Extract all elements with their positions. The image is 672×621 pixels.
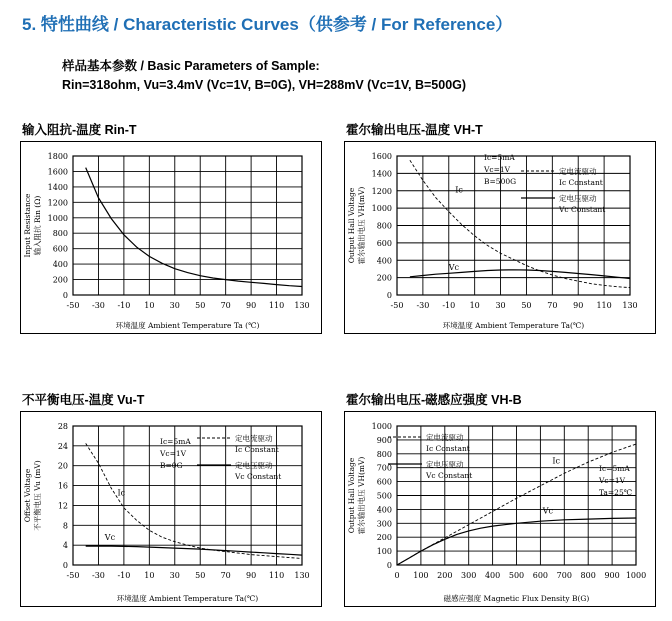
y-tick-label: 1000: [47, 213, 68, 223]
x-tick-label: 110: [596, 301, 612, 310]
x-axis-label: 环境温度 Ambient Temperature Ta(℃): [442, 321, 585, 330]
curve-label-ic: Ic: [455, 185, 463, 195]
chart-title-vh-t: 霍尔输出电压-温度 VH-T: [346, 123, 483, 137]
legend-label-cn: 定电流驱动: [426, 433, 464, 442]
legend-label-cn: 定电流驱动: [235, 434, 273, 443]
x-tick-label: 400: [484, 571, 501, 580]
x-tick-label: -30: [91, 301, 105, 310]
y-tick-label: 800: [376, 221, 392, 231]
x-tick-label: 70: [220, 571, 231, 580]
x-tick-label: 200: [437, 571, 453, 580]
condition-label: Vc=1V: [484, 165, 511, 174]
condition-label: Ic=5mA: [484, 153, 515, 162]
x-tick-label: 90: [246, 301, 257, 310]
condition-label: Vc=1V: [599, 476, 626, 485]
sample-params-values: Rin=318ohm, Vu=3.4mV (Vc=1V, B=0G), VH=288mV (Vc=1V, B=500G): [62, 78, 467, 92]
x-axis-label: 磁感应强度 Magnetic Flux Density B(G): [443, 594, 590, 603]
y-axis-label-en: Offset Voltage: [23, 468, 32, 523]
chart-title-vh-b: 霍尔输出电压-磁感应强度 VH-B: [346, 393, 522, 407]
x-tick-label: -10: [442, 301, 456, 310]
x-tick-label: 800: [580, 571, 596, 580]
y-axis-label-en: Input Resistance: [23, 193, 32, 258]
y-tick-label: 1200: [371, 186, 392, 196]
x-tick-label: 130: [622, 301, 638, 310]
y-axis-label-cn: 霍尔输出电压 VH(mV): [357, 186, 366, 265]
curve-label-ic: Ic: [117, 488, 126, 498]
x-tick-label: 50: [521, 301, 532, 310]
y-tick-label: 20: [57, 461, 68, 471]
y-tick-label: 0: [62, 291, 68, 300]
condition-label: Ta=25℃: [599, 488, 633, 497]
chart-title-rin-t: 输入阻抗-温度 Rin-T: [22, 123, 137, 137]
chart-title-vu-t: 不平衡电压-温度 Vu-T: [22, 393, 145, 407]
legend-label-cn: 定电压驱动: [559, 194, 597, 203]
y-tick-label: 400: [376, 505, 392, 515]
curve-label-vc: Vc: [104, 533, 116, 543]
x-tick-label: 110: [268, 301, 285, 310]
x-tick-label: -30: [91, 571, 105, 580]
x-tick-label: 90: [246, 571, 257, 580]
y-tick-label: 900: [376, 435, 392, 445]
vu-t-chart: [20, 411, 322, 607]
y-tick-label: 24: [57, 441, 68, 451]
x-tick-label: 700: [556, 571, 572, 580]
x-tick-label: 1000: [625, 571, 647, 580]
y-tick-label: 400: [376, 256, 392, 266]
y-tick-label: 1000: [371, 204, 392, 214]
x-tick-label: 10: [144, 301, 155, 310]
legend-label-en: Ic Constant: [235, 445, 279, 454]
y-tick-label: 200: [376, 273, 392, 283]
x-tick-label: 90: [573, 301, 584, 310]
x-tick-label: -30: [416, 301, 430, 310]
y-tick-label: 800: [376, 449, 392, 459]
y-tick-label: 1800: [47, 152, 68, 161]
x-tick-label: -50: [390, 301, 404, 310]
y-tick-label: 1600: [47, 167, 68, 177]
y-tick-label: 800: [52, 229, 68, 239]
y-axis-label-cn: 霍尔输出电压 VH(mV): [357, 456, 366, 535]
y-tick-label: 1400: [47, 182, 68, 192]
x-tick-label: 30: [169, 571, 180, 580]
x-tick-label: 70: [547, 301, 558, 310]
condition-label: B=0G: [160, 461, 183, 470]
y-tick-label: 12: [57, 501, 68, 511]
vh-t-chart: [344, 141, 656, 334]
y-tick-label: 400: [52, 260, 68, 270]
legend-label-en: Vc Constant: [559, 205, 606, 214]
x-tick-label: 130: [294, 571, 310, 580]
y-tick-label: 1000: [371, 422, 392, 431]
y-tick-label: 200: [52, 275, 68, 285]
legend-label-en: Ic Constant: [426, 444, 470, 453]
x-tick-label: 900: [604, 571, 620, 580]
y-tick-label: 28: [57, 422, 68, 431]
y-tick-label: 600: [52, 244, 68, 254]
condition-label: B=500G: [484, 177, 517, 186]
x-tick-label: -10: [117, 301, 131, 310]
x-tick-label: 600: [532, 571, 549, 580]
y-tick-label: 1600: [371, 152, 392, 161]
y-tick-label: 0: [386, 291, 392, 300]
y-axis-label-cn: 输入阻抗 Rin (Ω): [33, 195, 42, 256]
x-tick-label: 30: [169, 301, 180, 310]
x-tick-label: 100: [413, 571, 429, 580]
y-tick-label: 100: [376, 547, 392, 557]
x-tick-label: -50: [66, 301, 80, 310]
y-tick-label: 16: [57, 481, 68, 491]
legend-label-en: Ic Constant: [559, 178, 603, 187]
x-tick-label: 10: [144, 571, 155, 580]
y-tick-label: 1400: [371, 169, 392, 179]
x-tick-label: 500: [508, 571, 525, 580]
vh-b-chart: [344, 411, 656, 607]
curve-label-vc: Vc: [542, 506, 554, 516]
y-tick-label: 4: [62, 541, 68, 551]
condition-label: Ic=5mA: [599, 464, 630, 473]
condition-label: Ic=5mA: [160, 437, 191, 446]
legend-label-en: Vc Constant: [426, 471, 473, 480]
y-tick-label: 600: [376, 477, 392, 487]
x-axis-label: 环境温度 Ambient Temperature Ta(℃): [116, 594, 259, 603]
x-tick-label: -10: [117, 571, 131, 580]
x-tick-label: 300: [461, 571, 477, 580]
x-tick-label: 50: [195, 301, 206, 310]
y-tick-label: 700: [376, 463, 392, 473]
section-heading: 5. 特性曲线 / Characteristic Curves（供参考 / For Reference）: [22, 15, 513, 34]
condition-label: Vc=1V: [160, 449, 187, 458]
sample-params-title: 样品基本参数 / Basic Parameters of Sample:: [62, 59, 320, 73]
legend-label-en: Vc Constant: [235, 472, 282, 481]
x-tick-label: 130: [294, 301, 310, 310]
x-tick-label: 0: [394, 571, 400, 580]
y-tick-label: 0: [386, 561, 392, 570]
rin-t-chart: [20, 141, 322, 334]
curve-label-ic: Ic: [552, 456, 560, 466]
x-tick-label: 50: [195, 571, 206, 580]
y-tick-label: 500: [376, 491, 392, 501]
x-tick-label: 10: [469, 301, 480, 310]
y-tick-label: 600: [376, 238, 392, 248]
x-axis-label: 环境温度 Ambient Temperature Ta (℃): [115, 321, 260, 330]
x-tick-label: 110: [268, 571, 285, 580]
x-tick-label: -50: [66, 571, 80, 580]
x-tick-label: 70: [220, 301, 231, 310]
y-axis-label-en: Output Hall Voltage: [347, 187, 356, 264]
legend-label-cn: 定电流驱动: [559, 167, 597, 176]
y-tick-label: 200: [376, 533, 392, 543]
curve-label-vc: Vc: [448, 262, 460, 272]
x-tick-label: 30: [495, 301, 506, 310]
legend-label-cn: 定电压驱动: [426, 460, 464, 469]
y-axis-label-en: Output Hall Voltage: [347, 457, 356, 534]
legend-label-cn: 定电压驱动: [235, 461, 273, 470]
y-axis-label-cn: 不平衡电压 Vu (mV): [33, 460, 42, 531]
y-tick-label: 1200: [47, 198, 68, 208]
y-tick-label: 8: [62, 521, 68, 531]
y-tick-label: 300: [376, 519, 392, 529]
y-tick-label: 0: [62, 561, 68, 570]
